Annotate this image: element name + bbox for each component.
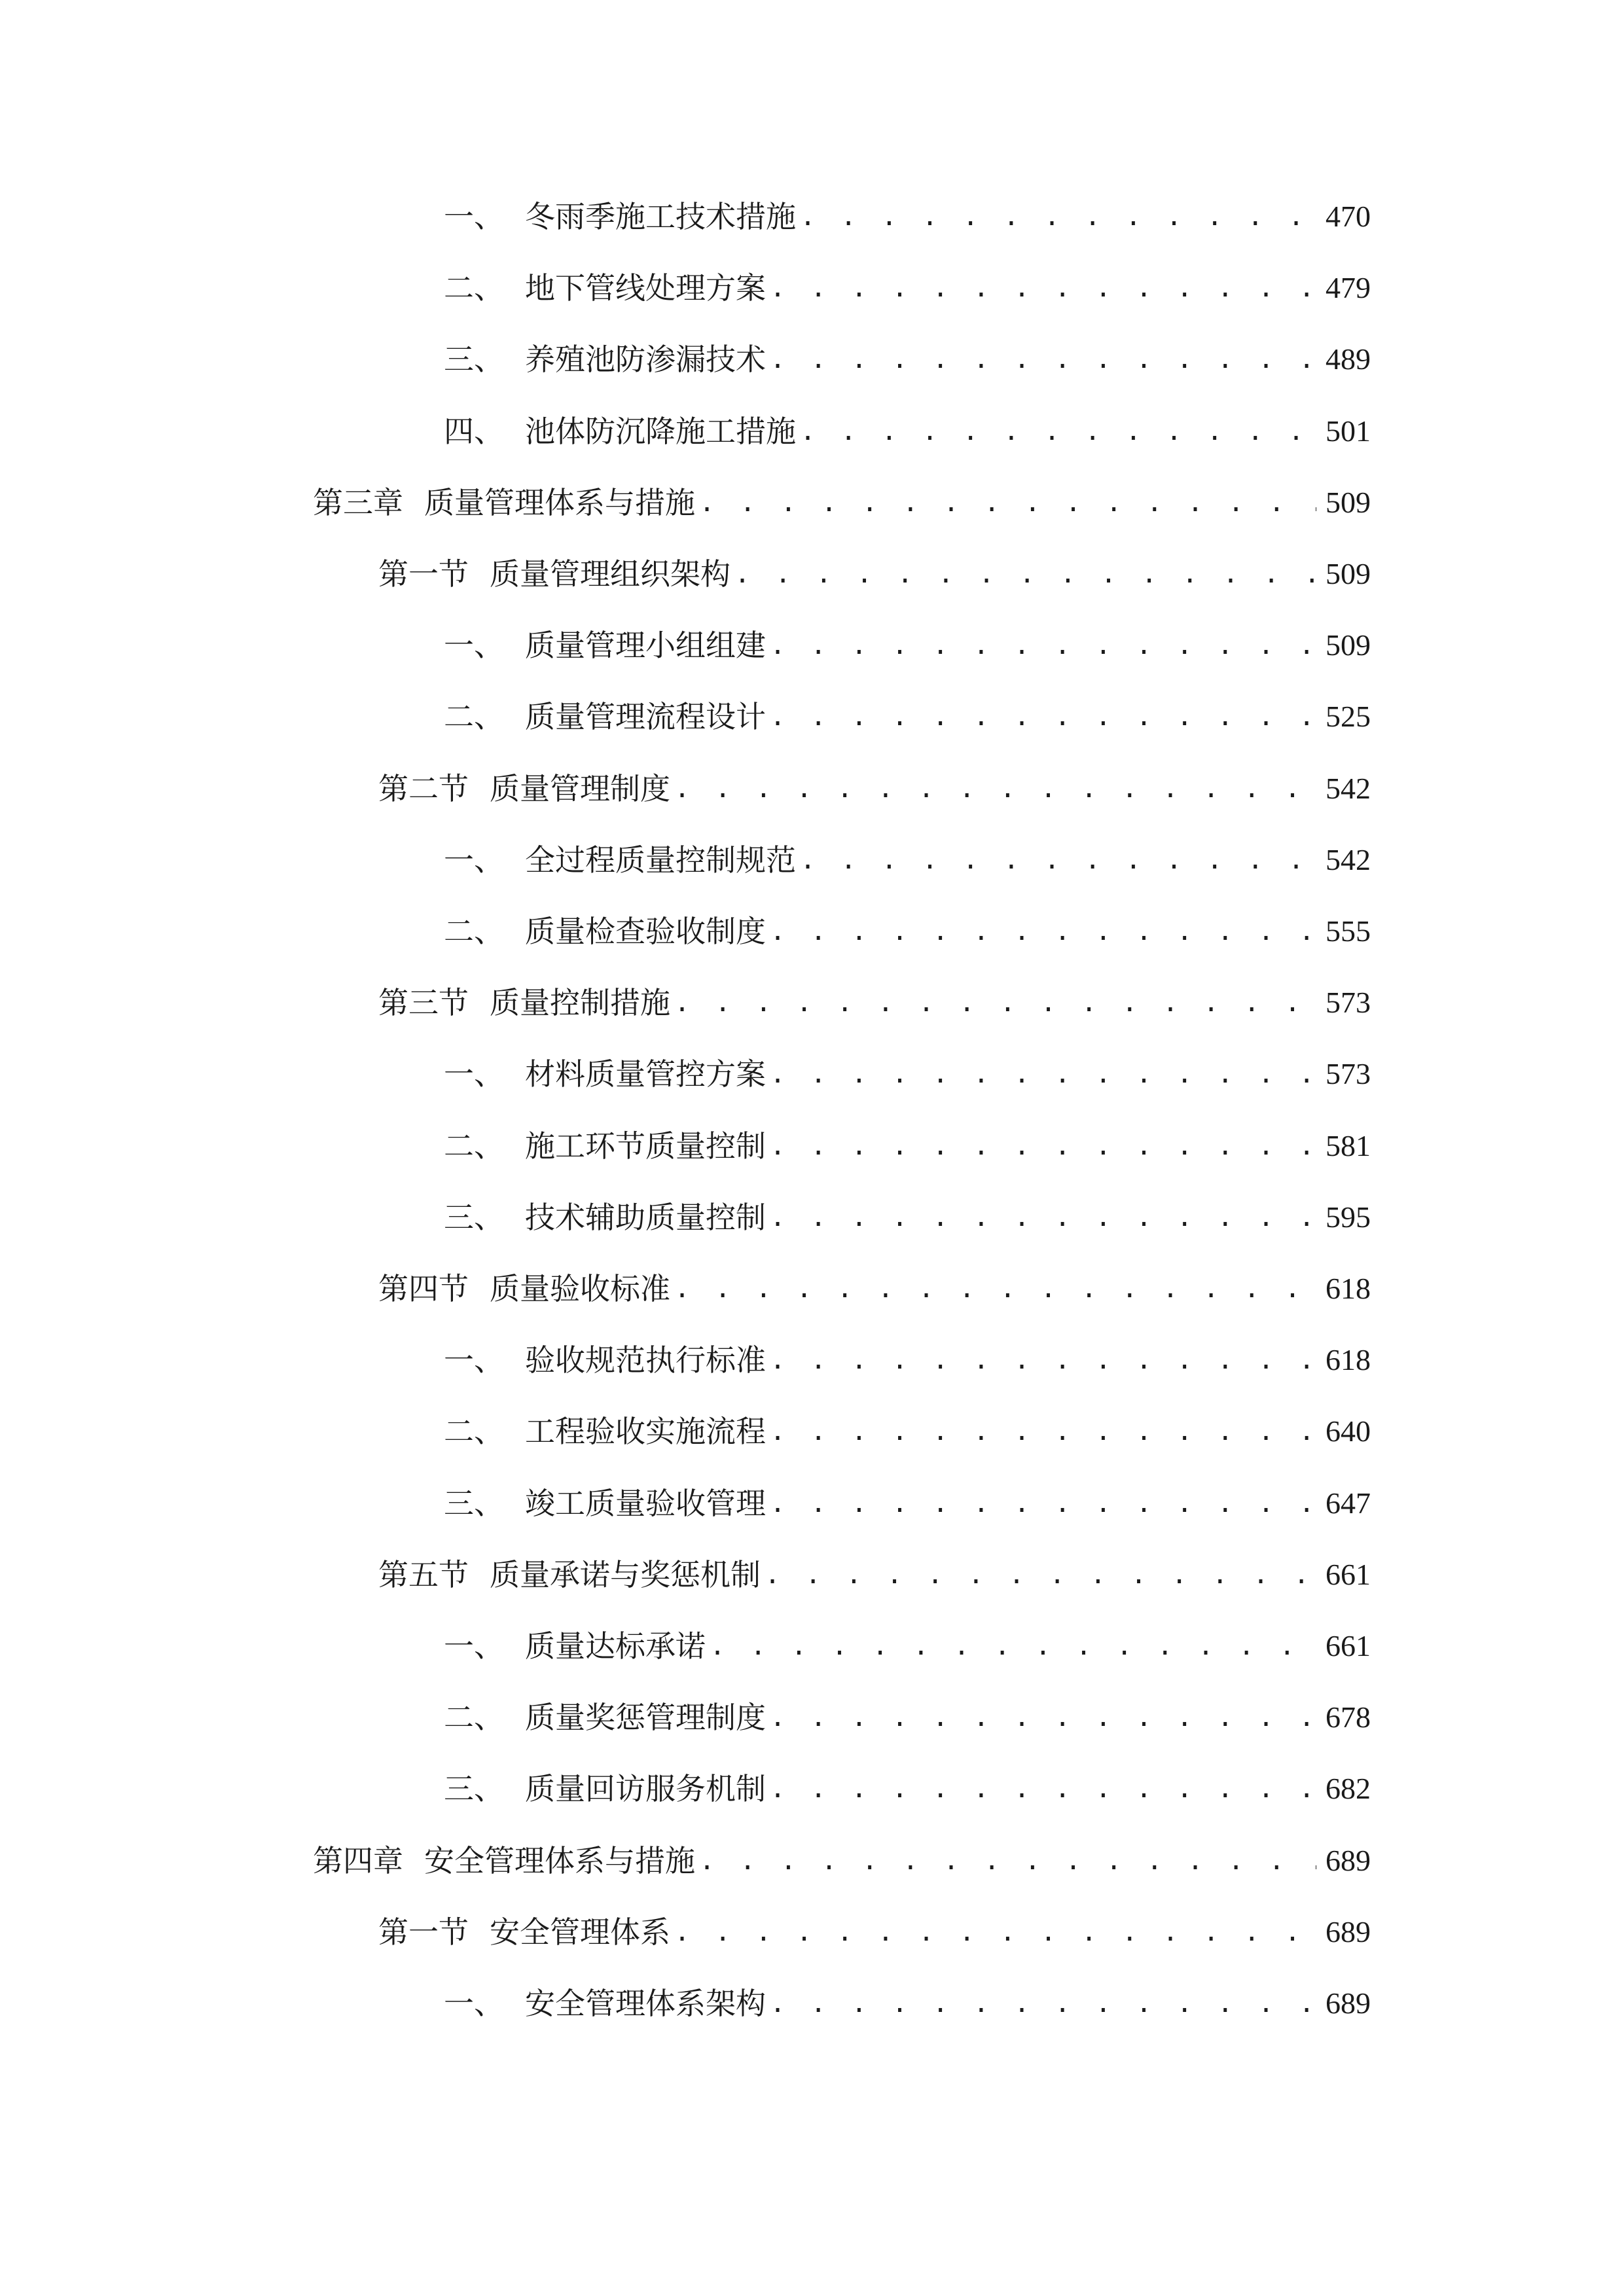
toc-entry-page-number: 501 <box>1326 414 1371 448</box>
toc-entry-item[interactable] <box>444 181 1371 253</box>
toc-entry-page-number: 678 <box>1326 1700 1371 1734</box>
toc-entry-item[interactable] <box>444 1038 1371 1110</box>
toc-entry-page-number: 661 <box>1326 1629 1371 1662</box>
toc-entry-title: 质量控制措施 <box>490 985 670 1020</box>
toc-entry-number: 二、 <box>444 270 504 306</box>
toc-entry-title: 质量管理体系与措施 <box>424 485 695 520</box>
dot-leader <box>710 1610 1316 1682</box>
dot-leader <box>770 1967 1316 2039</box>
toc-entry-title: 验收规范执行标准 <box>525 1342 766 1378</box>
toc-entry-item[interactable] <box>444 1110 1371 1182</box>
dot-leader <box>800 181 1316 253</box>
toc-entry-title: 质量检查验收制度 <box>525 914 766 949</box>
dot-leader <box>770 1753 1316 1825</box>
dot-leader <box>770 681 1316 753</box>
toc-entry-title: 工程验收实施流程 <box>525 1414 766 1449</box>
toc-entry-item[interactable] <box>444 1467 1371 1539</box>
toc-entry-title: 地下管线处理方案 <box>525 270 766 306</box>
dot-leader <box>800 395 1316 467</box>
dot-leader <box>699 467 1316 539</box>
toc-entry-title: 安全管理体系与措施 <box>424 1843 695 1878</box>
toc-entry-item[interactable] <box>444 681 1371 753</box>
toc-entry-number: 一、 <box>444 628 504 663</box>
toc-entry-title: 质量达标承诺 <box>525 1628 706 1664</box>
toc-entry-title: 安全管理体系架构 <box>525 1986 766 2021</box>
toc-entry-item[interactable] <box>444 609 1371 681</box>
toc-entry-number: 一、 <box>444 1628 504 1664</box>
toc-entry-title: 质量管理流程设计 <box>525 699 766 734</box>
toc-entry-number: 二、 <box>444 699 504 734</box>
toc-entry-page-number: 689 <box>1326 1915 1371 1948</box>
toc-entry-page-number: 661 <box>1326 1558 1371 1591</box>
toc-entry-item[interactable] <box>444 252 1371 324</box>
toc-entry-page-number: 689 <box>1326 1844 1371 1877</box>
toc-entry-number: 第三章 <box>313 485 403 520</box>
dot-leader <box>770 1324 1316 1396</box>
toc-entry-page-number: 573 <box>1326 1057 1371 1090</box>
toc-entry-number: 二、 <box>444 1700 504 1735</box>
toc-entry-number: 三、 <box>444 1486 504 1521</box>
dot-leader <box>770 1181 1316 1253</box>
toc-entry-section[interactable] <box>378 1896 1371 1968</box>
toc-entry-number: 一、 <box>444 1342 504 1378</box>
toc-entry-title: 质量管理制度 <box>490 771 670 806</box>
toc-entry-page-number: 640 <box>1326 1414 1371 1448</box>
toc-entry-item[interactable] <box>444 1753 1371 1825</box>
toc-entry-title: 质量奖惩管理制度 <box>525 1700 766 1735</box>
toc-entry-page-number: 479 <box>1326 271 1371 304</box>
toc-entry-item[interactable] <box>444 395 1371 467</box>
dot-leader <box>674 967 1316 1039</box>
toc-entry-item[interactable] <box>444 1324 1371 1396</box>
toc-entry-number: 三、 <box>444 1771 504 1806</box>
toc-entry-number: 第二节 <box>378 771 469 806</box>
toc-entry-item[interactable] <box>444 1681 1371 1753</box>
toc-entry-number: 二、 <box>444 914 504 949</box>
dot-leader <box>770 252 1316 324</box>
toc-entry-title: 竣工质量验收管理 <box>525 1486 766 1521</box>
toc-entry-page-number: 525 <box>1326 700 1371 733</box>
toc-entry-item[interactable] <box>444 824 1371 896</box>
toc-entry-page-number: 489 <box>1326 342 1371 376</box>
toc-entry-number: 一、 <box>444 1986 504 2021</box>
toc-entry-title: 材料质量管控方案 <box>525 1056 766 1092</box>
toc-entry-number: 一、 <box>444 842 504 878</box>
toc-entry-page-number: 581 <box>1326 1129 1371 1162</box>
toc-entry-section[interactable] <box>378 753 1371 825</box>
toc-entry-title: 安全管理体系 <box>490 1914 670 1950</box>
toc-entry-page-number: 618 <box>1326 1272 1371 1305</box>
toc-entry-section[interactable] <box>378 1539 1371 1611</box>
toc-entry-title: 质量管理小组组建 <box>525 628 766 663</box>
toc-entry-page-number: 647 <box>1326 1486 1371 1520</box>
toc-entry-page-number: 618 <box>1326 1343 1371 1376</box>
dot-leader <box>770 1038 1316 1110</box>
toc-entry-title: 技术辅助质量控制 <box>525 1200 766 1235</box>
toc-entry-number: 二、 <box>444 1128 504 1164</box>
dot-leader <box>770 895 1316 967</box>
toc-entry-page-number: 509 <box>1326 486 1371 519</box>
toc-entry-number: 第一节 <box>378 1914 469 1950</box>
toc-entry-page-number: 470 <box>1326 200 1371 233</box>
toc-entry-item[interactable] <box>444 1967 1371 2039</box>
dot-leader <box>674 1896 1316 1968</box>
toc-entry-page-number: 509 <box>1326 557 1371 590</box>
toc-entry-number: 二、 <box>444 1414 504 1449</box>
toc-entry-title: 冬雨季施工技术措施 <box>525 199 796 234</box>
dot-leader <box>800 824 1316 896</box>
toc-entry-section[interactable] <box>378 1253 1371 1325</box>
toc-entry-page-number: 509 <box>1326 628 1371 662</box>
dot-leader <box>674 1253 1316 1325</box>
toc-entry-page-number: 542 <box>1326 772 1371 805</box>
toc-entry-number: 四、 <box>444 414 504 449</box>
toc-entry-title: 质量验收标准 <box>490 1271 670 1306</box>
toc-entry-page-number: 689 <box>1326 1986 1371 2020</box>
toc-entry-title: 质量管理组织架构 <box>490 556 731 592</box>
toc-entry-number: 三、 <box>444 342 504 377</box>
toc-entry-number: 第三节 <box>378 985 469 1020</box>
dot-leader <box>765 1539 1316 1611</box>
toc-entry-page-number: 595 <box>1326 1200 1371 1234</box>
toc-entry-section[interactable] <box>378 967 1371 1039</box>
dot-leader <box>734 538 1316 610</box>
toc-entry-title: 池体防沉降施工措施 <box>525 414 796 449</box>
dot-leader <box>770 1681 1316 1753</box>
toc-entry-number: 一、 <box>444 199 504 234</box>
toc-entry-page-number: 555 <box>1326 914 1371 948</box>
dot-leader <box>770 1395 1316 1467</box>
toc-entry-number: 第四节 <box>378 1271 469 1306</box>
toc-entry-chapter[interactable] <box>313 1825 1371 1897</box>
toc-entry-number: 第四章 <box>313 1843 403 1878</box>
dot-leader <box>674 753 1316 825</box>
toc-entry-item[interactable] <box>444 323 1371 395</box>
toc-entry-title: 质量回访服务机制 <box>525 1771 766 1806</box>
toc-entry-number: 三、 <box>444 1200 504 1235</box>
dot-leader <box>770 609 1316 681</box>
toc-entry-item[interactable] <box>444 1395 1371 1467</box>
toc-entry-chapter[interactable] <box>313 467 1371 539</box>
toc-entry-number: 第五节 <box>378 1557 469 1592</box>
toc-entry-title: 全过程质量控制规范 <box>525 842 796 878</box>
toc-entry-item[interactable] <box>444 1610 1371 1682</box>
dot-leader <box>770 1110 1316 1182</box>
toc-entry-title: 施工环节质量控制 <box>525 1128 766 1164</box>
dot-leader <box>699 1825 1316 1897</box>
toc-entry-page-number: 682 <box>1326 1772 1371 1805</box>
dot-leader <box>770 323 1316 395</box>
toc-entry-item[interactable] <box>444 895 1371 967</box>
toc-entry-number: 第一节 <box>378 556 469 592</box>
toc-entry-item[interactable] <box>444 1181 1371 1253</box>
toc-entry-title: 质量承诺与奖惩机制 <box>490 1557 761 1592</box>
dot-leader <box>770 1467 1316 1539</box>
toc-entry-title: 养殖池防渗漏技术 <box>525 342 766 377</box>
toc-entry-page-number: 542 <box>1326 843 1371 876</box>
toc-entry-page-number: 573 <box>1326 986 1371 1019</box>
toc-entry-section[interactable] <box>378 538 1371 610</box>
toc-entry-number: 一、 <box>444 1056 504 1092</box>
